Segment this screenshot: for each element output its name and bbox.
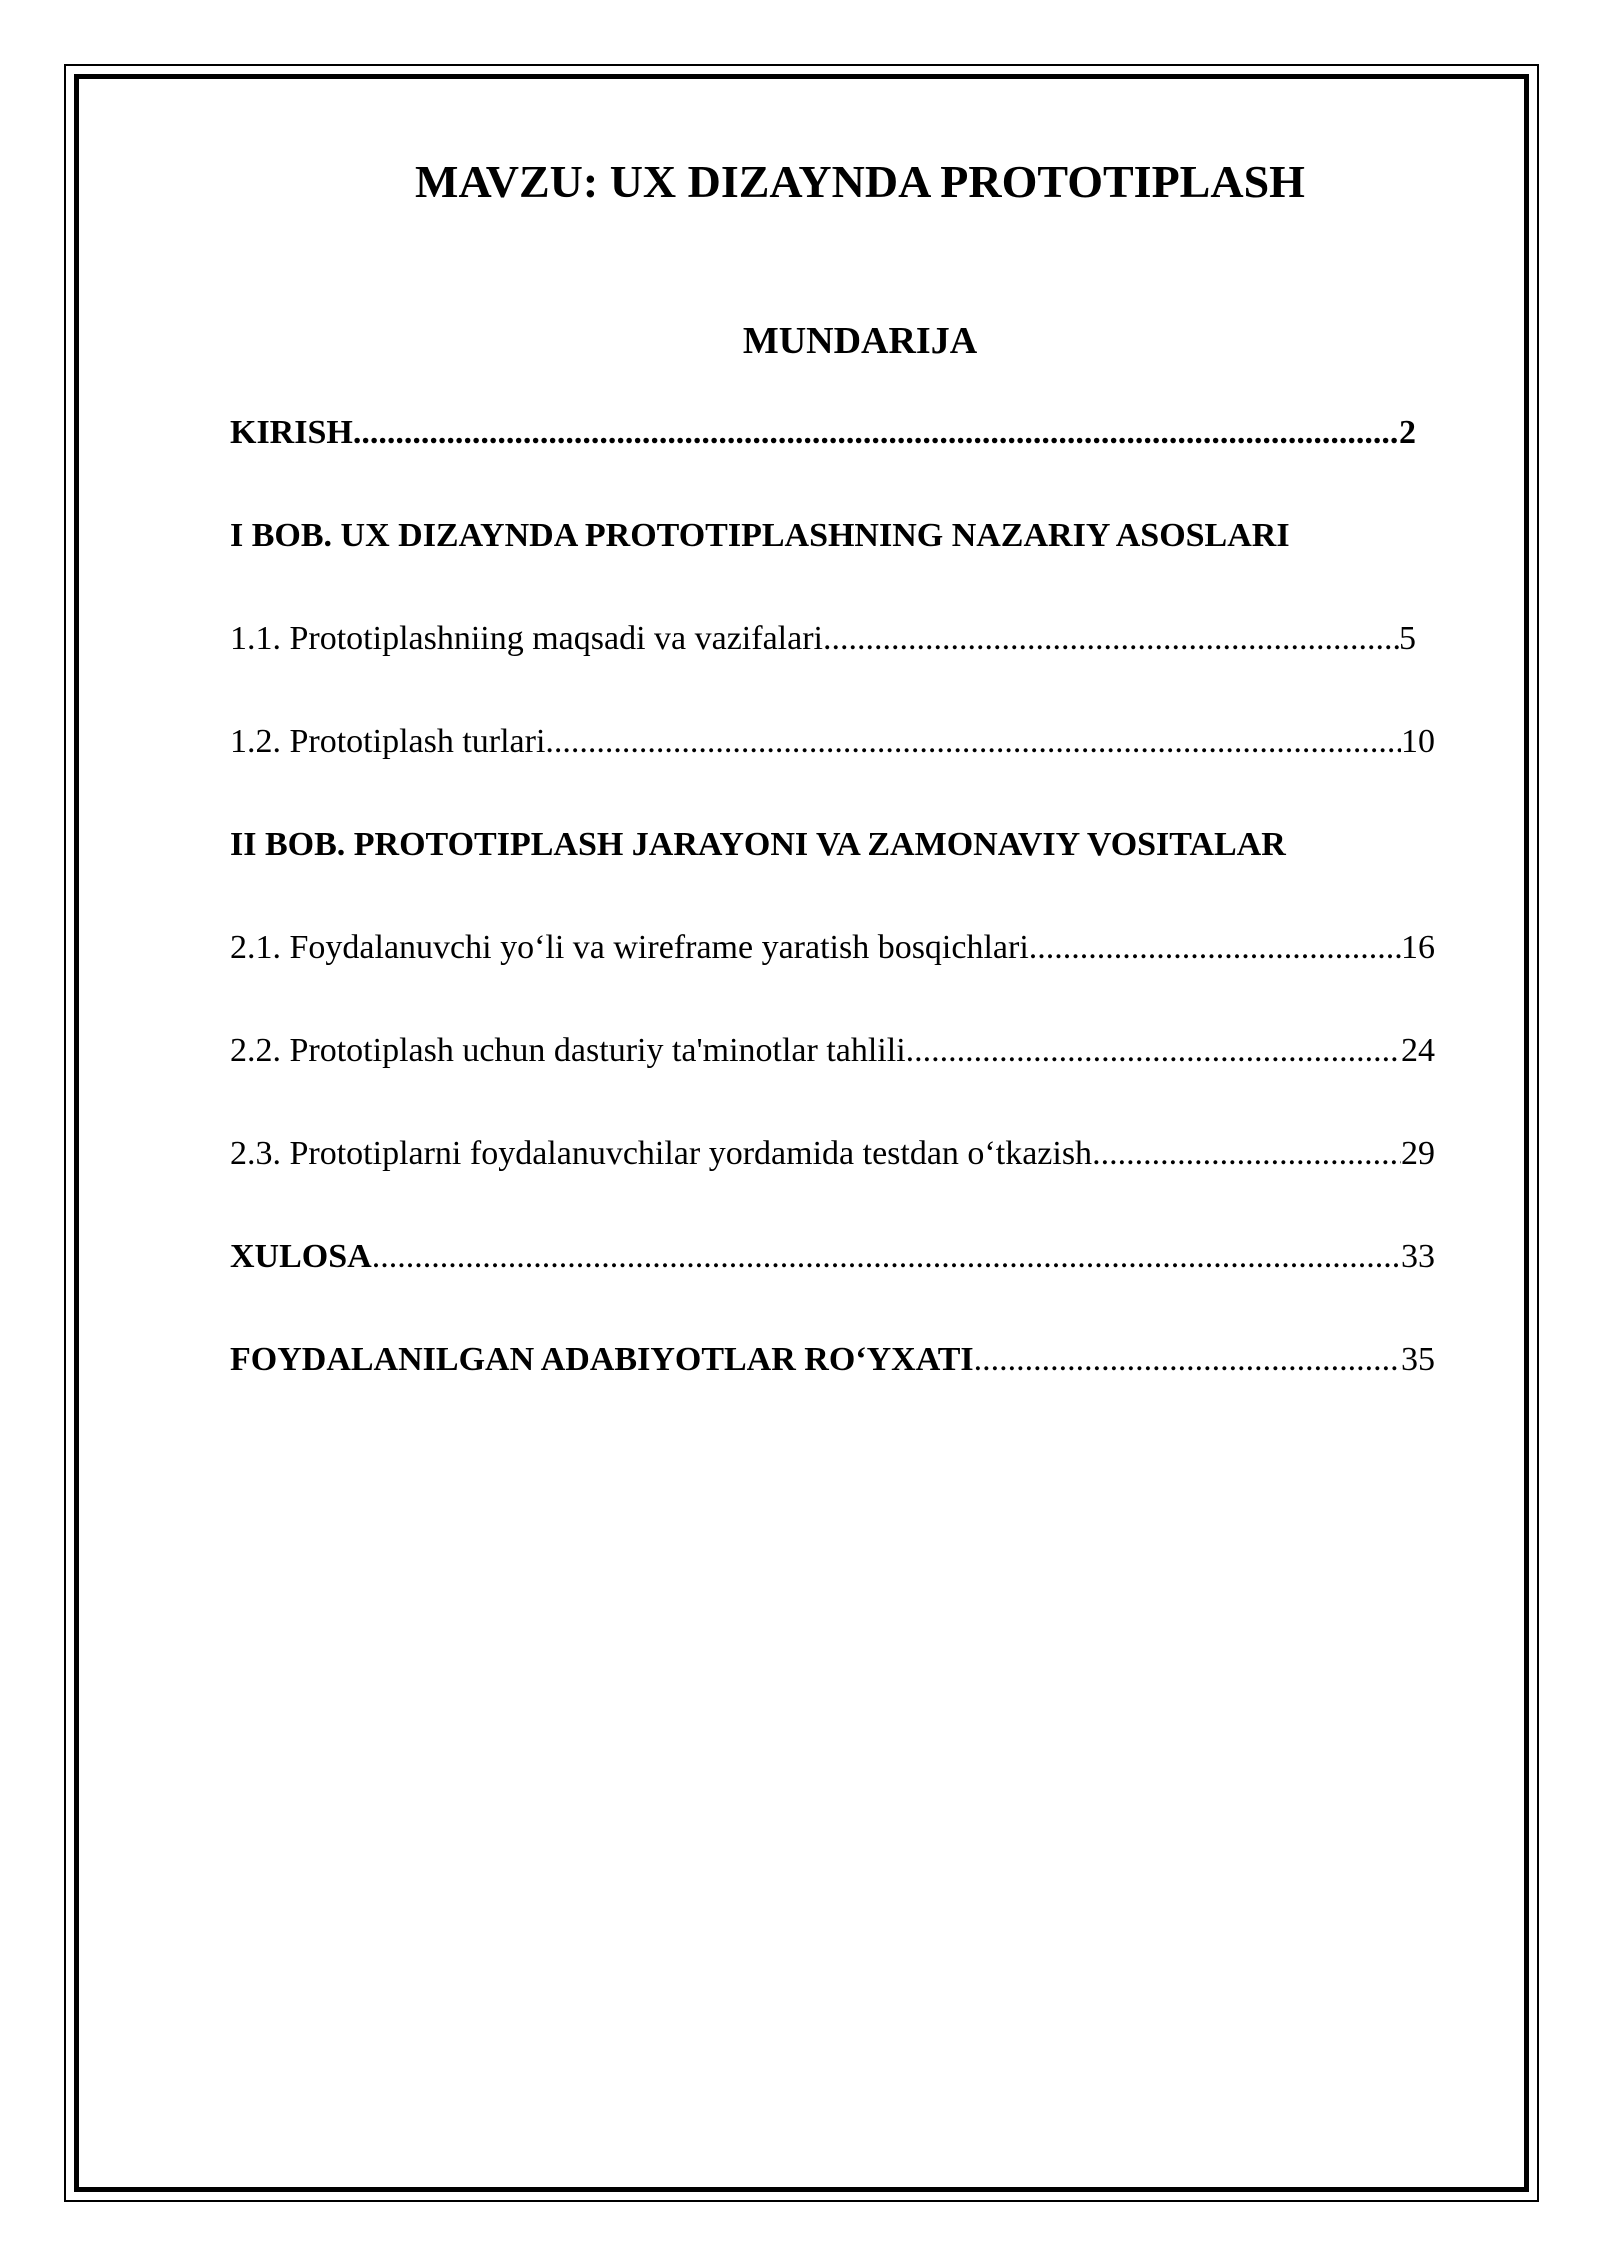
toc-page-number: 10 (1401, 723, 1435, 760)
toc-page-number: 16 (1401, 929, 1435, 966)
toc-entry-references (230, 1338, 1435, 1382)
toc-leader-dots (906, 1029, 1401, 1073)
contents-heading: MUNDARIJA (742, 320, 978, 362)
document-title: MAVZU: UX DIZAYNDA PROTOTIPLASH (415, 156, 1305, 207)
toc-entry-label: 2.3. Prototiplarni foydalanuvchilar yordamida testdan o‘tkazish (230, 1135, 1093, 1172)
toc-entry-1-1 (230, 617, 1416, 661)
toc-entry-label: XULOSA (230, 1238, 372, 1275)
toc-entry-2-1 (230, 926, 1435, 970)
toc-leader-dots (1092, 1132, 1401, 1176)
toc-chapter-2 (230, 823, 1475, 867)
toc-entry-label: KIRISH (230, 414, 353, 451)
toc-leader-dots (372, 1235, 1401, 1279)
toc-leader-dots (353, 411, 1399, 455)
toc-entry-label: 1.2. Prototiplash turlari (230, 723, 546, 760)
toc-entry-label: FOYDALANILGAN ADABIYOTLAR RO‘YXATI (230, 1341, 974, 1378)
toc-page-number: 35 (1401, 1341, 1435, 1378)
toc-leader-dots (974, 1338, 1401, 1382)
toc-page-number: 2 (1399, 414, 1416, 451)
toc-leader-dots (1029, 926, 1401, 970)
toc-page-number: 5 (1399, 620, 1416, 657)
toc-leader-dots (823, 617, 1399, 661)
toc-chapter-1 (230, 514, 1470, 558)
toc-entry-2-3 (230, 1132, 1435, 1176)
toc-entry-label: I BOB. UX DIZAYNDA PROTOTIPLASHNING NAZARIY ASOSLARI (230, 517, 1290, 554)
toc-entry-label: 2.1. Foydalanuvchi yo‘li va wireframe yaratish bosqichlari (230, 929, 1029, 966)
toc-entry-label: II BOB. PROTOTIPLASH JARAYONI VA ZAMONAVIY VOSITALAR (230, 826, 1286, 863)
toc-entry-label: 1.1. Prototiplashniing maqsadi va vazifalari (230, 620, 823, 657)
toc-entry-kirish (230, 411, 1416, 455)
toc-page-number: 29 (1401, 1135, 1435, 1172)
toc-entry-label: 2.2. Prototiplash uchun dasturiy ta'minotlar tahlili (230, 1032, 906, 1069)
toc-page-number: 33 (1401, 1238, 1435, 1275)
toc-entry-xulosa (230, 1235, 1435, 1279)
toc-entry-2-2 (230, 1029, 1435, 1073)
toc-entry-1-2 (230, 720, 1435, 764)
toc-page-number: 24 (1401, 1032, 1435, 1069)
toc-leader-dots (545, 720, 1401, 764)
